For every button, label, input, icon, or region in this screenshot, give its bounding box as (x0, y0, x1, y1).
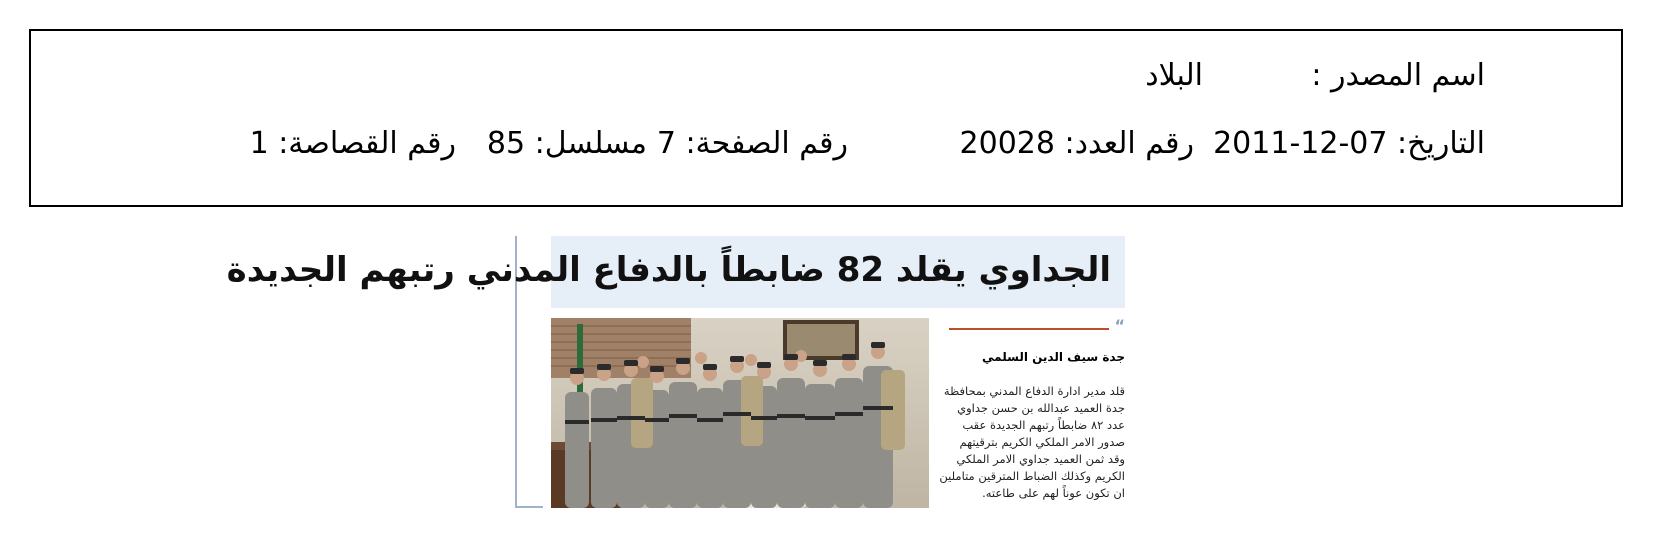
article-line: عدد ٨٢ ضابطاً رتبهم الجديدة عقب (962, 418, 1125, 432)
article-line: صدور الامر الملكي الكريم بترقيتهم (959, 435, 1125, 449)
article-photo (551, 318, 929, 508)
issue-number-field: رقم العدد: 20028 (959, 126, 1194, 161)
article-line: ان تكون عوناً لهم على طاعته. (982, 486, 1125, 500)
article-line: الكريم وكذلك الضباط المترقين متاملين (939, 469, 1125, 483)
headline-bar (226, 236, 1125, 308)
quote-mark: “ (1114, 316, 1125, 335)
clip-number-field: رقم القصاصة: 1 (249, 126, 456, 161)
clipping-info-box (29, 29, 1623, 207)
serial-field: مسلسل: 85 (486, 126, 647, 161)
source-label: اسم المصدر : (1311, 58, 1485, 93)
accent-rule (949, 328, 1109, 330)
page-number-field: رقم الصفحة: 7 (656, 126, 848, 161)
article-byline: جدة سيف الدين السلمي (982, 350, 1125, 364)
article-line: وقد ثمن العميد جداوي الامر الملكي (956, 452, 1125, 466)
newspaper-clipping (226, 236, 1125, 508)
article-line: قلد مدير ادارة الدفاع المدني بمحافظة (943, 384, 1125, 398)
clipping-frame-rule-bottom (515, 506, 543, 508)
article-headline: الجداوي يقلد 82 ضابطاً بالدفاع المدني رتبهم الجديدة (226, 250, 1111, 290)
date-field: التاريخ: 07-12-2011 (1213, 126, 1485, 161)
article-line: جدة العميد عبدالله بن حسن جداوي (957, 401, 1125, 415)
officers-group-photo (551, 318, 929, 508)
article-body (941, 318, 1125, 508)
source-value: البلاد (1145, 58, 1203, 93)
